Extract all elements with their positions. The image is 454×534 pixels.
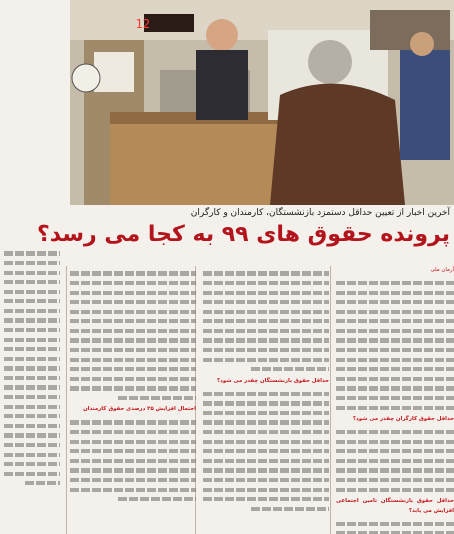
lead-label: آرمان ملی: [430, 267, 454, 273]
subhead: احتمال افزایش ۲۵ درصدی حقوق کارمندان: [83, 406, 196, 413]
article-photo: [70, 0, 454, 205]
side-text: [4, 246, 60, 491]
column-rule: [66, 266, 67, 534]
body-column-2: [203, 266, 329, 534]
side-column: [0, 0, 66, 534]
kicker: آخرین اخبار از تعیین حداقل دستمزد بازنشستگان، کارمندان و کارگران: [190, 208, 450, 218]
headline: پرونده حقوق های ۹۹ به کجا می رسد؟: [36, 222, 450, 247]
svg-text:12: 12: [135, 17, 150, 31]
subhead: حداقل حقوق بازنشستگان تامین اجتماعی افزایش می یابد؟: [336, 498, 454, 514]
subhead: حداقل حقوق بازنشستگان چقدر می شود؟: [217, 377, 329, 384]
body-column-1: [336, 266, 454, 534]
subhead: حداقل حقوق کارگران چقدر می شود؟: [352, 416, 454, 423]
body-column-3: [70, 266, 196, 534]
headline-area: [36, 206, 454, 264]
article-body: [70, 266, 454, 534]
